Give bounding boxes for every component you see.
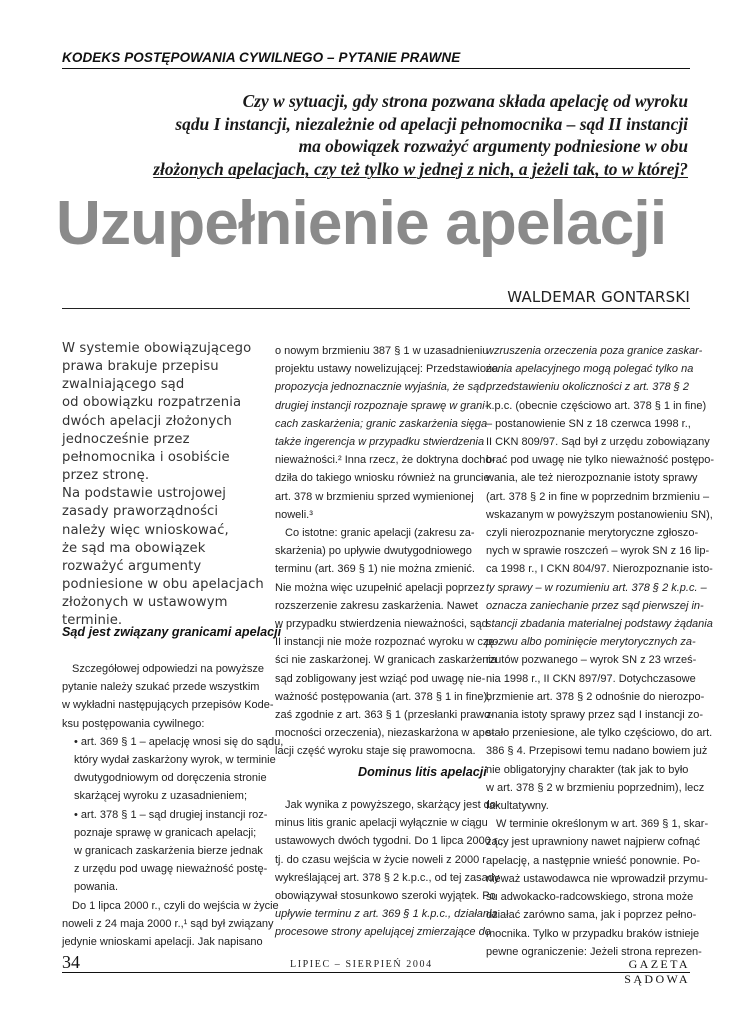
- body-line: ważność postępowania (art. 378 § 1 in fine),: [275, 690, 491, 703]
- body-line: w wykładni następujących przepisów Kode-: [62, 699, 274, 712]
- body-line: powania.: [74, 881, 119, 894]
- body-line: przedstawieniu okoliczności z art. 378 § 2: [486, 381, 689, 394]
- body-line: su adwokacko-radcowskiego, strona może: [486, 891, 694, 904]
- body-line: pozwu albo pominięcie merytorycznych za-: [486, 636, 696, 649]
- body-line: stało przeniesione, ale tylko częściowo, do art.: [486, 727, 713, 740]
- body-line: Co istotne: granic apelacji (zakresu za-: [285, 527, 475, 540]
- body-line: terminu (art. 369 § 1) nie można zmienić.: [275, 563, 475, 576]
- author-rule: [62, 308, 690, 309]
- body-line: żenia apelacyjnego mogą polegać tylko na: [486, 363, 694, 376]
- body-line: brzmienie art. 378 § 2 odnośnie do nierozpo-: [486, 690, 705, 703]
- body-line: II CKN 809/97. Sąd był z urzędu zobowiązany: [486, 436, 710, 449]
- lead-line: terminie.: [62, 613, 123, 629]
- body-line: noweli z 24 maja 2000 r.,¹ sąd był związany: [62, 917, 274, 930]
- body-line: nieważ ustawodawca nie wprowadził przymu-: [486, 872, 708, 885]
- article-title: Uzupełnienie apelacji: [56, 189, 667, 258]
- body-line: ustawowych dwóch tygodni. Do 1 lipca 2000 r.,: [275, 835, 504, 848]
- lead-line: należy więc wnioskować,: [62, 522, 229, 538]
- body-line: projektu ustawy nowelizującej: Przedstawiona: [275, 363, 499, 376]
- body-line: noweli.³: [275, 508, 313, 521]
- body-line: procesowe strony apelującej zmierzające do: [275, 926, 491, 939]
- body-line: obowiązywał stosunkowo szeroki wyjątek. Po: [275, 890, 496, 903]
- body-line: poznaje sprawę w granicach apelacji;: [74, 826, 257, 839]
- lead-line: jednocześnie przez: [62, 431, 190, 447]
- question-line: ma obowiązek rozważyć argumenty podniesione w obu: [298, 136, 688, 157]
- question-line: sądu I instancji, niezależnie od apelacji pełnomocnika – sąd II instancji: [175, 113, 688, 134]
- body-line: nie obligatoryjny charakter (tak jak to było: [486, 763, 689, 776]
- body-line: ści nie zaskarżonej. W granicach zaskarżenia: [275, 654, 497, 667]
- body-line: pewne ograniczenie: Jeżeli strona reprezen-: [486, 945, 702, 958]
- body-line: rzutów pozwanego – wyrok SN z 23 wrześ-: [486, 654, 697, 667]
- lead-line: podniesione w obu apelacjach: [62, 577, 264, 593]
- body-line: w przypadku stwierdzenia nieważności, sąd: [275, 618, 488, 631]
- column-2-body-continued: [275, 796, 504, 942]
- lead-line: Na podstawie ustrojowej: [62, 486, 227, 502]
- bottom-rule: [62, 972, 690, 973]
- body-line: ty sprawy – w rozumieniu art. 378 § 2 k.p.c. –: [486, 581, 707, 594]
- body-line: brać pod uwagę nie tylko nieważność postępo-: [486, 454, 715, 467]
- body-line: znania istoty sprawy przez sąd I instancji zo-: [486, 709, 704, 722]
- body-line: Jak wynika z powyższego, skarżący jest do-: [285, 799, 500, 811]
- body-line: pytanie należy szukać przede wszystkim: [62, 681, 260, 694]
- body-line: wykreślającej art. 378 § 2 k.p.c., od tej zasady: [275, 871, 500, 884]
- body-line: lacji część wyroku staje się prawomocna.: [275, 745, 476, 758]
- body-line: także ingerencja w przypadku stwierdzenia: [275, 436, 485, 449]
- body-line: fakultatywny.: [486, 800, 549, 813]
- lead-line: od obowiązku rozpatrzenia: [62, 395, 242, 411]
- column-1-body: [62, 660, 284, 951]
- body-line: propozycja jednoznacznie wyjaśnia, że sąd: [275, 381, 486, 394]
- body-line: czyli nierozpoznanie merytoryczne zgłoszo-: [486, 527, 699, 540]
- body-line: wskazanym w powyższym postanowieniu SN),: [486, 508, 713, 521]
- body-line: zaś zgodnie z art. 363 § 1 (przesłanki prawo-: [275, 709, 494, 722]
- body-line: mocnika. Tylko w przypadku braków istnieje: [486, 927, 700, 940]
- body-line: minus litis granic apelacji wyłącznie w ciągu: [275, 817, 488, 830]
- issue-date: LIPIEC – SIERPIEŃ 2004: [290, 959, 433, 970]
- body-line: skarżenia) po upływie dwutygodniowego: [275, 545, 472, 558]
- body-line: w art. 378 § 2 w brzmieniu poprzednim), lecz: [486, 781, 705, 794]
- body-line: II instancji nie może rozpoznać wyroku w czę-: [275, 636, 499, 649]
- body-line: jedynie wnioskami apelacji. Jak napisano: [62, 936, 263, 949]
- lead-line: złożonych w ustawowym: [62, 595, 228, 611]
- body-line: tj. do czasu wejścia w życie noweli z 2000 r.: [275, 853, 489, 866]
- lead-line: dwóch apelacji złożonych: [62, 413, 233, 429]
- body-line: art. 378 w brzmieniu sprzed wymienionej: [275, 490, 474, 503]
- body-line: działać zarówno sama, jak i poprzez pełno-: [486, 909, 697, 922]
- body-line: skarżącej wyroku z uzasadnieniem;: [74, 790, 248, 803]
- body-line: 386 § 4. Przepisowi temu nadano bowiem już: [486, 745, 708, 758]
- body-line: ca 1998 r., I CKN 804/97. Nierozpoznanie isto-: [486, 563, 713, 576]
- body-line: apelację, a następnie wnieść ponownie. Po-: [486, 854, 701, 867]
- body-line: upływie terminu z art. 369 § 1 k.p.c., działania: [275, 908, 498, 921]
- body-line: który wydał zaskarżony wyrok, w terminie: [74, 754, 276, 767]
- body-line: o nowym brzmieniu 387 § 1 w uzasadnieniu: [275, 345, 489, 357]
- lead-summary: [62, 340, 262, 631]
- body-line: żący jest uprawniony nawet najpierw cofnąć: [486, 836, 701, 849]
- author-name: WALDEMAR GONTARSKI: [507, 288, 690, 306]
- body-line: stancji zbadania materialnej podstawy żądania: [486, 618, 713, 631]
- body-line: (art. 378 § 2 in fine w poprzednim brzmieniu –: [486, 490, 710, 503]
- body-line: Do 1 lipca 2000 r., czyli do wejścia w życie: [72, 899, 279, 912]
- question-line: złożonych apelacjach, czy też tylko w jednej z nich, a jeżeli tak, to w której?: [153, 159, 688, 180]
- section-label: KODEKS POSTĘPOWANIA CYWILNEGO – PYTANIE PRAWNE: [62, 50, 461, 65]
- body-line: mocności orzeczenia), niezaskarżona w ape-: [275, 727, 495, 740]
- journal-name: GAZETA SĄDOWA: [624, 957, 690, 986]
- body-line: Nie można więc uzupełnić apelacji poprzez: [275, 581, 485, 594]
- body-line: W terminie określonym w art. 369 § 1, skar-: [496, 818, 709, 831]
- body-line: dziła do takiego wniosku również na gruncie: [275, 472, 490, 485]
- lead-line: W systemie obowiązującego: [62, 341, 252, 356]
- column-3-body: [486, 342, 715, 961]
- body-line: cach zaskarżenia; granic zaskarżenia sięga: [275, 417, 488, 430]
- lead-line: zasady praworządności: [62, 504, 219, 520]
- body-line: wania, ale też nierozpoznanie istoty sprawy: [486, 472, 698, 485]
- subheading: Sąd jest związany granicami apelacji: [62, 625, 282, 639]
- lead-line: prawa brakuje przepisu: [62, 359, 219, 375]
- lead-line: rozważyć argumenty: [62, 558, 202, 574]
- body-line: oznacza zaniechanie przez sąd pierwszej in-: [486, 599, 704, 612]
- legal-question: [92, 90, 688, 181]
- page-number: 34: [62, 952, 80, 972]
- top-rule: [62, 68, 690, 69]
- lead-line: przez stronę.: [62, 468, 150, 484]
- body-line: Szczegółowej odpowiedzi na powyższe: [72, 663, 264, 675]
- body-line: • art. 378 § 1 – sąd drugiej instancji roz-: [74, 808, 268, 821]
- subheading: Dominus litis apelacji: [358, 765, 487, 779]
- question-line: Czy w sytuacji, gdy strona pozwana składa apelację od wyroku: [242, 91, 688, 111]
- body-line: rozszerzenie zakresu zaskarżenia. Nawet: [275, 599, 478, 612]
- body-line: nieważności.² Inna rzecz, że doktryna docho-: [275, 454, 496, 467]
- lead-line: że sąd ma obowiązek: [62, 540, 206, 556]
- body-line: k.p.c. (obecnie częściowo art. 378 § 1 in fine): [486, 399, 707, 412]
- body-line: • art. 369 § 1 – apelację wnosi się do sądu,: [74, 735, 284, 748]
- body-line: drugiej instancji rozpoznaje sprawę w grani-: [275, 399, 489, 412]
- body-line: nia 1998 r., II CKN 897/97. Dotychczasowe: [486, 672, 696, 685]
- body-line: nych w sprawie roszczeń – wyrok SN z 16 lip-: [486, 545, 710, 558]
- lead-line: zwalniającego sąd: [62, 377, 185, 393]
- body-line: w granicach zaskarżenia bierze jednak: [74, 845, 263, 858]
- body-line: – postanowienie SN z 18 czerwca 1998 r.,: [486, 417, 691, 430]
- body-line: sąd zobligowany jest wziąć pod uwagę nie-: [275, 672, 486, 685]
- body-line: ksu postępowania cywilnego:: [62, 717, 205, 730]
- column-2-body: [275, 342, 499, 761]
- lead-line: pełnomocnika i osobiście: [62, 449, 230, 465]
- body-line: dwutygodniowym od doręczenia stronie: [74, 772, 267, 785]
- body-line: z urzędu pod uwagę nieważność postę-: [74, 863, 268, 876]
- body-line: wzruszenia orzeczenia poza granice zaskar-: [486, 345, 703, 357]
